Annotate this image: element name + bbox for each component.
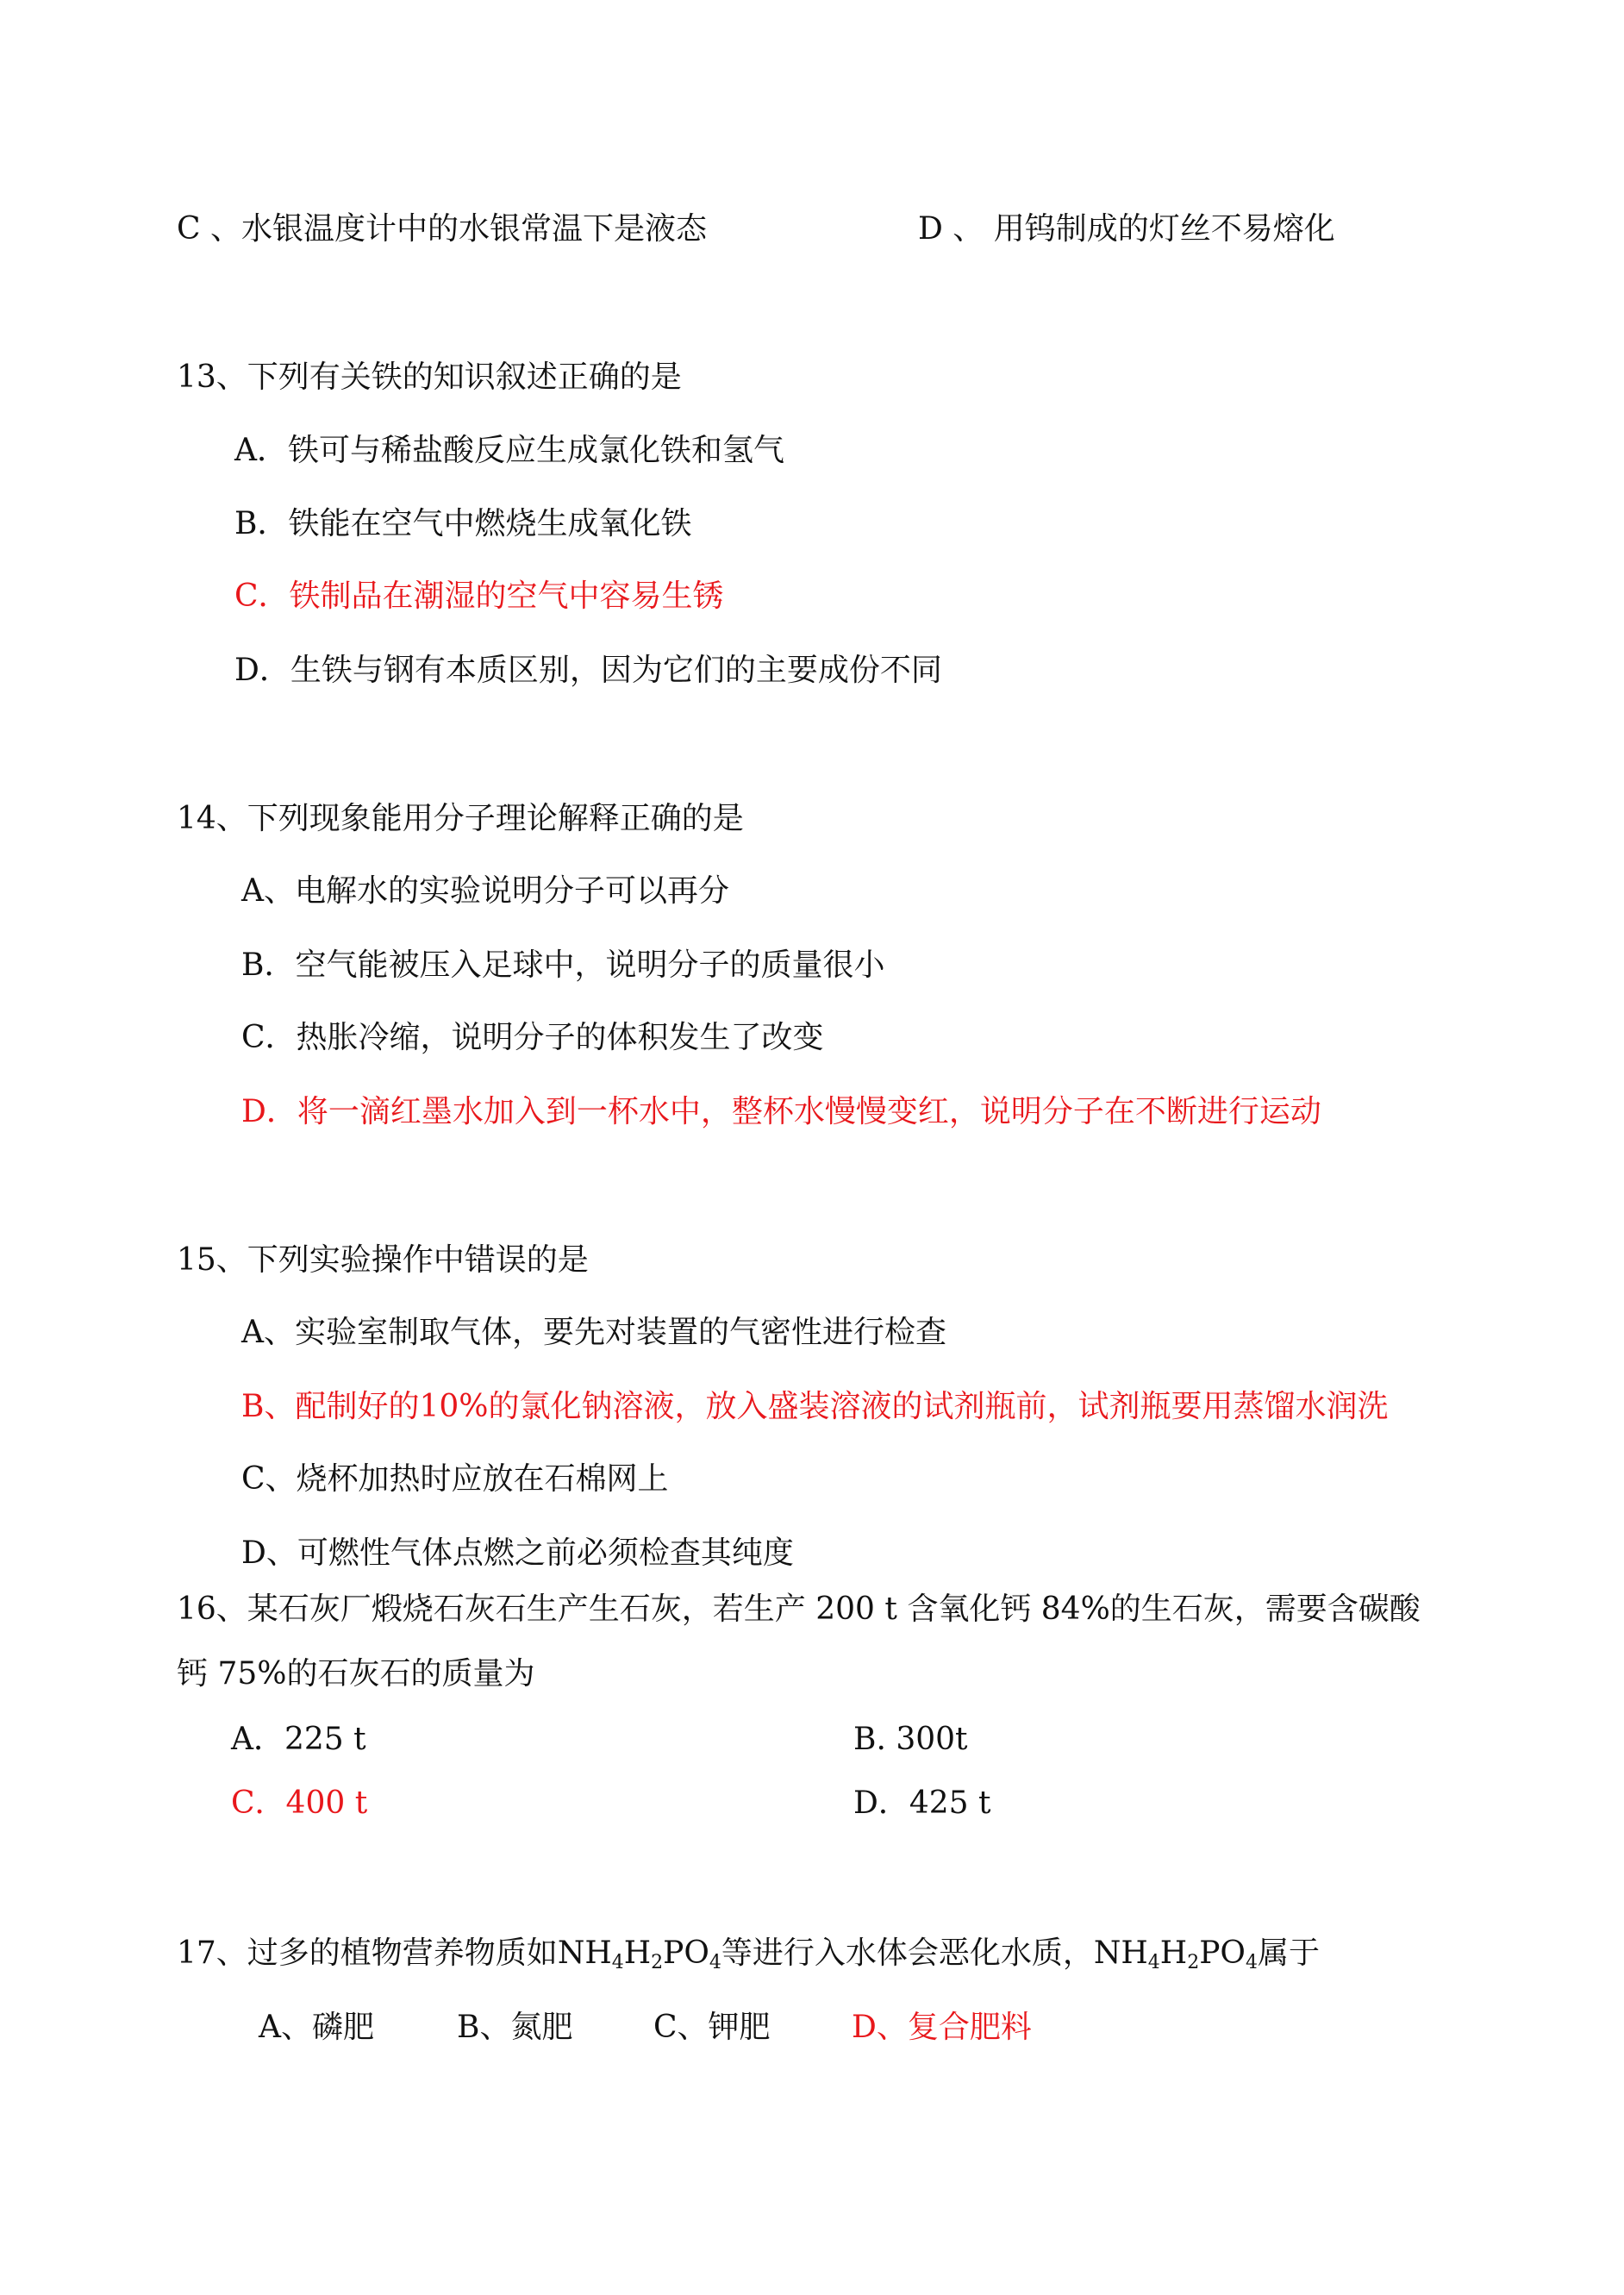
q14-option-c: C．热胀冷缩，说明分子的体积发生了改变	[241, 1020, 824, 1055]
q12-option-c: C 、水银温度计中的水银常温下是液态	[177, 211, 707, 247]
q16-option-d: D．425 t	[853, 1785, 991, 1821]
q13-option-c-answer: C．铁制品在潮湿的空气中容易生锈	[234, 578, 724, 614]
q14-option-a: A、电解水的实验说明分子可以再分	[241, 873, 729, 909]
q17-formula-second: $NH_4H_2PO_4$	[1093, 1935, 1258, 1973]
q12-option-d: D 、 用钨制成的灯丝不易熔化	[918, 211, 1335, 247]
q13-option-a: A．铁可与稀盐酸反应生成氯化铁和氢气	[234, 433, 784, 468]
q17-option-d-answer: D、复合肥料	[852, 2010, 1032, 2045]
q17-option-c: C、钾肥	[653, 2010, 771, 2045]
q17-stem-pre: 17、过多的植物营养物质如	[177, 1935, 558, 1971]
q17-option-b: B、氮肥	[457, 2010, 573, 2045]
q16-option-c-answer: C．400 t	[231, 1785, 368, 1821]
q13-option-d: D．生铁与钢有本质区别，因为它们的主要成份不同	[234, 653, 942, 688]
q15-stem: 15、下列实验操作中错误的是	[177, 1242, 589, 1278]
q14-option-d-answer: D．将一滴红墨水加入到一杯水中，整杯水慢慢变红，说明分子在不断进行运动	[241, 1094, 1321, 1129]
q16-option-a: A．225 t	[231, 1722, 366, 1757]
q14-option-b: B．空气能被压入足球中，说明分子的质量很小	[241, 947, 885, 983]
q13-option-b: B．铁能在空气中燃烧生成氧化铁	[234, 506, 692, 541]
q17-option-a: A、磷肥	[259, 2010, 374, 2045]
q15-option-a: A、实验室制取气体，要先对装置的气密性进行检查	[241, 1315, 946, 1350]
q15-option-c: C、烧杯加热时应放在石棉网上	[241, 1461, 669, 1497]
q16-stem-line-2: 钙 75%的石灰石的质量为	[177, 1656, 535, 1692]
q17-stem-post: 属于	[1257, 1935, 1320, 1971]
q16-option-b: B. 300t	[853, 1722, 968, 1757]
q17-stem	[177, 1935, 1320, 1973]
q15-option-b-answer: B、配制好的10%的氯化钠溶液，放入盛装溶液的试剂瓶前，试剂瓶要用蒸馏水润洗	[241, 1389, 1389, 1424]
q17-stem-mid: 等进行入水体会恶化水质，	[721, 1935, 1094, 1971]
q14-stem: 14、下列现象能用分子理论解释正确的是	[177, 801, 744, 836]
q13-stem: 13、下列有关铁的知识叙述正确的是	[177, 360, 682, 395]
q15-option-d: D、可燃性气体点燃之前必须检查其纯度	[241, 1535, 794, 1571]
q16-stem-line-1: 16、某石灰厂煅烧石灰石生产生石灰，若生产 200 t 含氧化钙 84%的生石灰，需要含碳酸	[177, 1591, 1421, 1627]
q17-formula-first: $NH_4H_2PO_4$	[557, 1935, 721, 1973]
